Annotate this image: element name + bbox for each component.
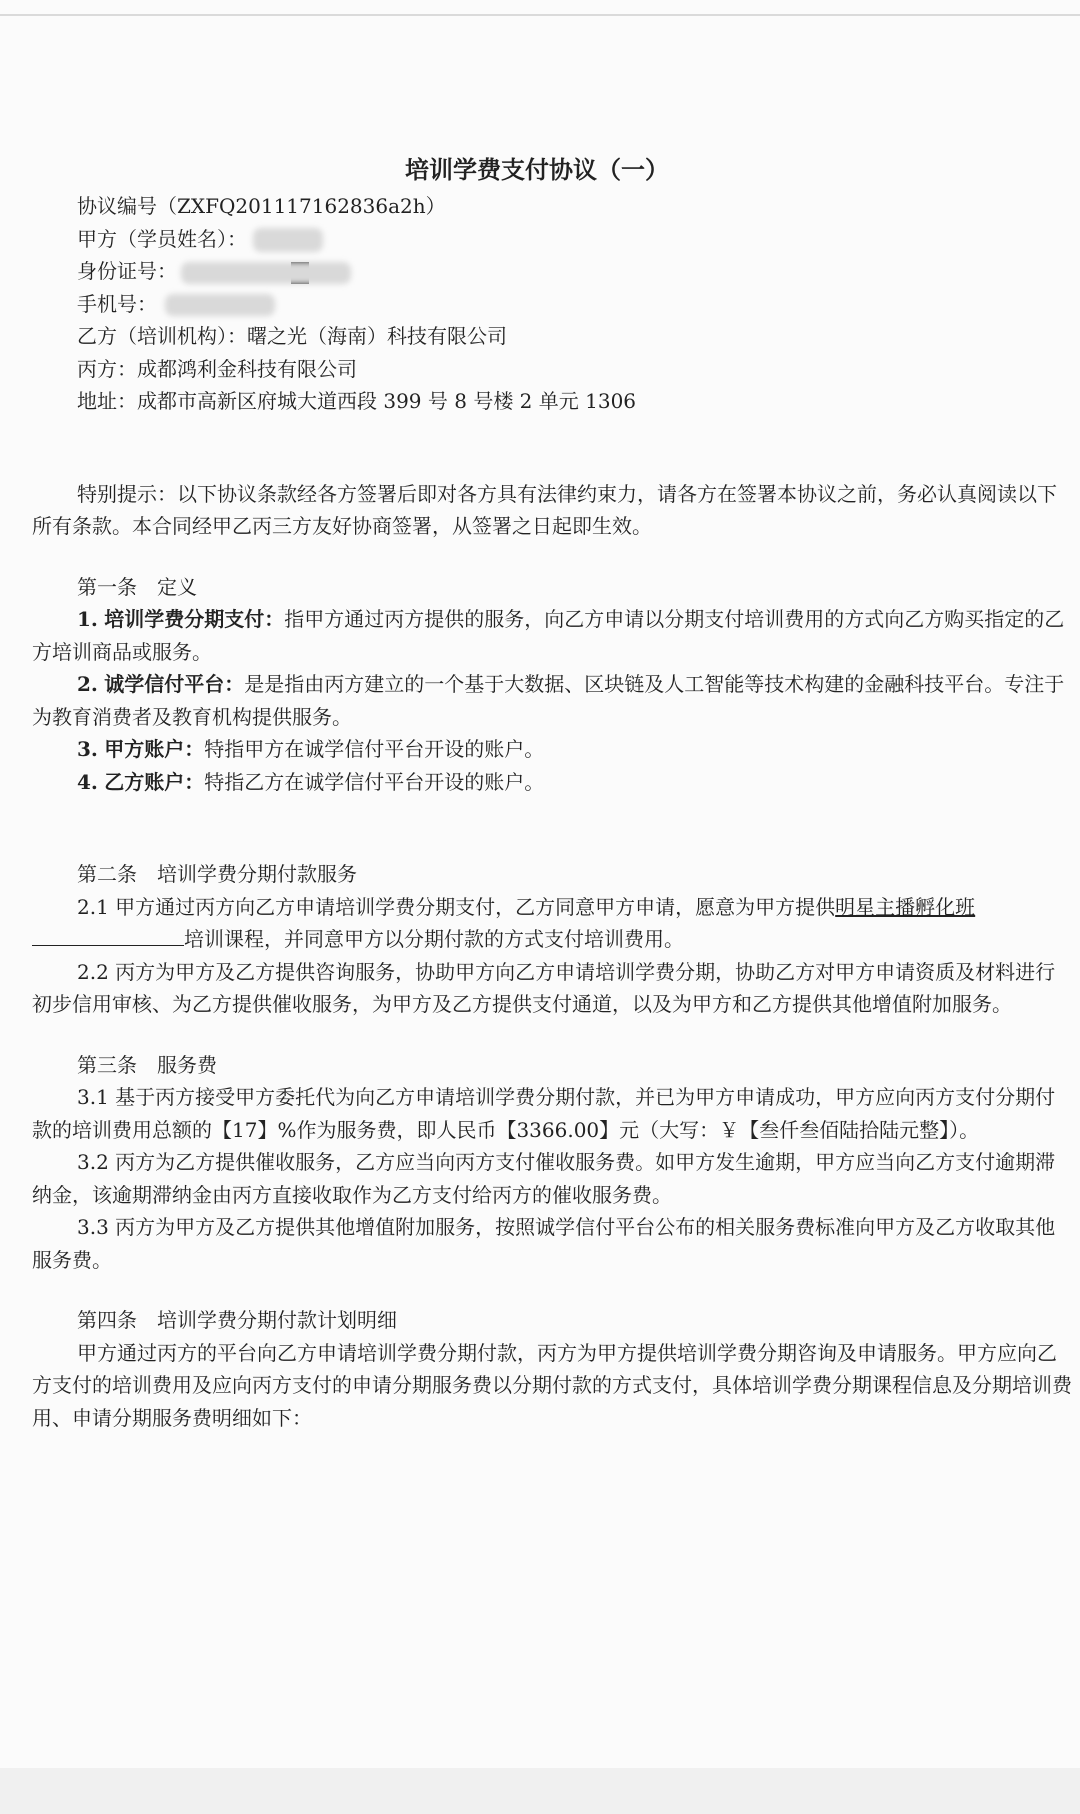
redacted-phone [165,294,275,316]
item-term: 诚学信付平台： [104,672,245,696]
article1-item [32,603,1072,668]
party-c-line: 丙方：成都鸿利金科技有限公司 [77,356,357,381]
clause-2-1 [32,891,1072,956]
document-title: 培训学费支付协议（一） [405,155,669,184]
item-number: 2. [77,672,98,696]
agreement-number: 协议编号（ZXFQ201117162836a2h） [77,194,446,218]
blank-underline [32,925,184,946]
special-notice: 特别提示：以下协议条款经各方签署后即对各方具有法律约束力，请各方在签署本协议之前，务必认真阅读以下所有条款。本合同经甲乙丙三方友好协商签署，从签署之日起即生效。 [32,481,1057,538]
clause-3-3: 3.3 丙方为甲方及乙方提供其他增值附加服务，按照诚学信付平台公布的相关服务费标准向甲方及乙方收取其他服务费。 [32,1215,1056,1272]
article4-heading: 第四条 培训学费分期付款计划明细 [77,1308,397,1332]
article4-text: 甲方通过丙方的平台向乙方申请培训学费分期付款，丙方为甲方提供培训学费分期咨询及申请服务。甲方应向乙方支付的培训费用及应向丙方支付的申请分期服务费以分期付款的方式支付，具体培训学费分期课程信息及分期培训费用、申请分期服务费明细如下： [32,1340,1072,1430]
top-divider [0,14,1080,16]
clause-2-1-pre: 2.1 甲方通过丙方向乙方申请培训学费分期支付，乙方同意甲方申请，愿意为甲方提供 [77,894,836,919]
clause-2-2: 2.2 丙方为甲方及乙方提供咨询服务，协助甲方向乙方申请培训学费分期，协助乙方对甲方申请资质及材料进行初步信用审核、为乙方提供催收服务，为甲方及乙方提供支付通道，以及为甲方和乙方提供其他增值附加服务。 [32,959,1056,1016]
clause-3-1: 3.1 基于丙方接受甲方委托代为向乙方申请培训学费分期付款，并已为甲方申请成功，甲方应向丙方支付分期付款的培训费用总额的【17】%作为服务费，即人民币【3366.00】元（大写：￥【叁仟叁佰陆拾陆元整】）。 [32,1085,1056,1142]
item-term: 培训学费分期支付： [104,607,285,631]
party-b-line: 乙方（培训机构）：曙之光（海南）科技有限公司 [77,324,507,348]
id-number-line [32,255,1072,288]
item-number: 4. [77,769,98,794]
item-term: 乙方账户： [104,769,205,794]
article1-item [32,668,1072,733]
item-term: 甲方账户： [104,737,205,761]
clause-3-2: 3.2 丙方为乙方提供催收服务，乙方应当向丙方支付催收服务费。如甲方发生逾期，甲方应当向乙方支付逾期滞纳金，该逾期滞纳金由丙方直接收取作为乙方支付给丙方的催收服务费。 [32,1150,1056,1207]
address-line: 地址：成都市高新区府城大道西段 399 号 8 号楼 2 单元 1306 [77,389,637,413]
item-text: 指甲方通过丙方提供的服务，向乙方申请以分期支付培训费用的方式向乙方购买指定的乙方培训商品或服务。 [32,607,1065,664]
item-number: 3. [77,737,98,761]
item-text: 特指甲方在诚学信付平台开设的账户。 [204,737,545,761]
redacted-name [253,228,323,252]
article3-heading: 第三条 服务费 [77,1052,217,1077]
item-text: 特指乙方在诚学信付平台开设的账户。 [204,769,545,794]
party-a-name-line [32,223,1072,256]
course-name: 明星主播孵化班 [835,894,976,919]
bottom-margin [0,1768,1080,1814]
id-label: 身份证号： [77,259,177,283]
article1-item [32,766,1072,799]
party-a-name-label: 甲方（学员姓名）： [77,226,247,251]
item-number: 1. [77,607,98,631]
article1-item [32,733,1072,766]
phone-line [32,288,1072,321]
item-text: 是是指由丙方建立的一个基于大数据、区块链及人工智能等技术构建的金融科技平台。专注于为教育消费者及教育机构提供服务。 [32,672,1065,729]
article2-heading: 第二条 培训学费分期付款服务 [77,862,357,886]
clause-2-1-post: 培训课程，并同意甲方以分期付款的方式支付培训费用。 [184,927,684,951]
redacted-id [181,262,351,284]
agreement-content [32,150,1072,1434]
phone-label: 手机号： [77,291,157,316]
article1-heading: 第一条 定义 [77,574,197,599]
